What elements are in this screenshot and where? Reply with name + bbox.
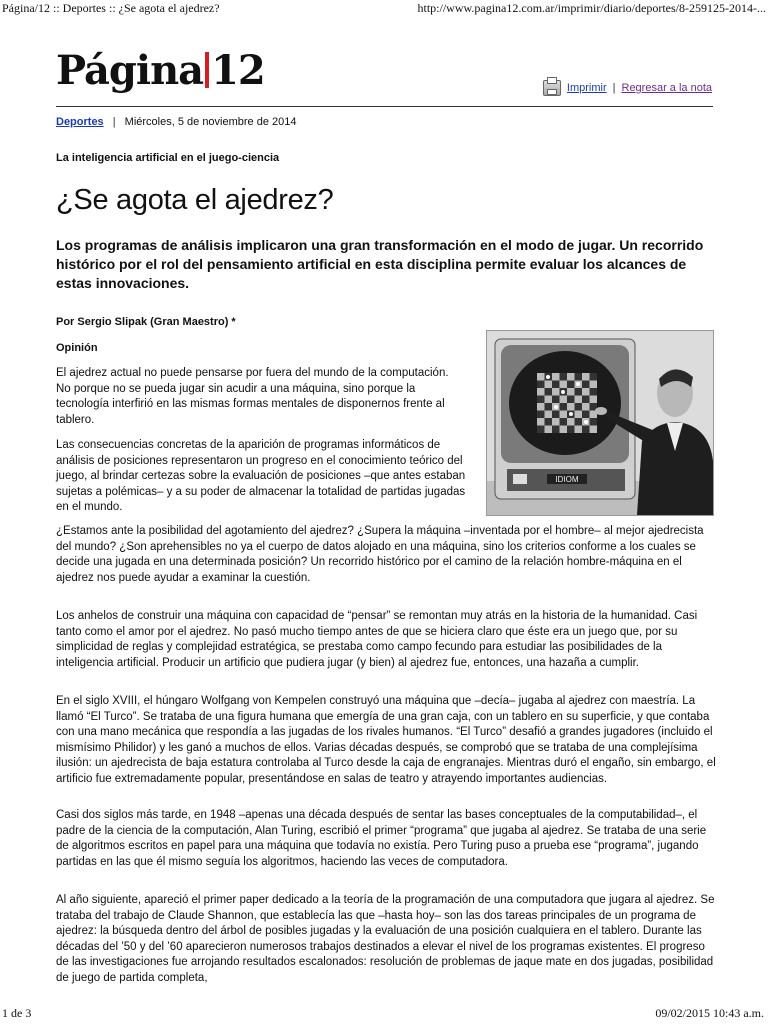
print-header xyxy=(0,0,768,16)
masthead xyxy=(56,46,265,96)
print-url: http://www.pagina12.com.ar/imprimir/diario/deportes/8-259125-2014-... xyxy=(417,1,766,15)
print-timestamp: 09/02/2015 10:43 a.m. xyxy=(655,1006,764,1020)
logo-bar xyxy=(205,52,209,88)
print-page-title: Página/12 :: Deportes :: ¿Se agota el ajedrez? xyxy=(2,1,220,15)
article-paragraph: En el siglo XVIII, el húngaro Wolfgang von Kempelen construyó una máquina que –decía– jugaba al ajedrez con maestría. La llamó “El Turco”. Se trataba de una figura humana que emergía de una gran caja, con un tablero en su superficie, y que contaba con una mano mecánica que respondía a las jugadas de los rivales humanos. “El Turco” desafió a grandes jugadores (incluido el mismísimo Philidor) y les ganó a muchos de ellos. Varias décadas después, se comprobó que se trataba de una complejísima ilusión: un ajedrecista de baja estatura controlaba al Turco desde la caja de engranajes. Mientras duró el engaño, sin embargo, el artificio fue extremadamente popular, presentándose en salas de teatro y atrayendo importantes audiencias. xyxy=(56,695,716,785)
print-page-indicator: 1 de 3 xyxy=(2,1006,32,1020)
article-tools xyxy=(543,80,712,96)
print-footer xyxy=(0,1006,768,1022)
article-photo xyxy=(486,330,714,516)
article-genre: Opinión xyxy=(56,342,98,354)
section-link[interactable]: Deportes xyxy=(56,116,104,128)
article-meta xyxy=(56,116,297,128)
monitor-brand-label: IDIOM xyxy=(555,475,579,484)
article-byline: Por Sergio Slipak (Gran Maestro) * xyxy=(56,316,236,328)
publish-date: Miércoles, 5 de noviembre de 2014 xyxy=(124,116,297,128)
chess-computer-photo xyxy=(487,331,713,515)
header-divider xyxy=(56,106,713,107)
meta-separator: | xyxy=(112,116,116,128)
article-lead: Los programas de análisis implicaron una gran transformación en el modo de jugar. Un recorrido histórico por el rol del pensamiento artificial en esta disciplina permite evaluar los alcances de estas innovaciones. xyxy=(56,237,704,291)
logo-text-left: Página xyxy=(56,47,204,94)
article-paragraph: Casi dos siglos más tarde, en 1948 –apenas una década después de sentar las bases conceptuales de la computabilidad–, el padre de la ciencia de la computación, Alan Turing, escribió el primer “programa” que jugaba al ajedrez. Se trataba de una serie de algoritmos escritos en papel para una máquina que todavía no existía. Pero Turing puso a prueba ese “programa”, jugando partidas en las que él mismo seguía los algoritmos, haciendo las veces de computadora. xyxy=(56,809,707,868)
back-to-article-link[interactable]: Regresar a la nota xyxy=(621,82,712,94)
article-paragraph: ¿Estamos ante la posibilidad del agotamiento del ajedrez? ¿Supera la máquina –inventada por el hombre– al mejor ajedrecista del mundo? ¿Son aprehensibles no ya el cuerpo de datos alojado en una máquina, sino los criterios conforme a los cuales se decide una jugada en una determinada posición? Un recorrido histórico por el camino de la relación hombre-máquina en el ajedrez nos puede ayudar a examinar la cuestión. xyxy=(56,525,704,584)
article-paragraph: Los anhelos de construir una máquina con capacidad de “pensar” se remontan muy atrás en la historia de la humanidad. Casi tanto como el amor por el ajedrez. No pasó mucho tiempo antes de que se hiciera claro que éste era un juego que, por su simplicidad de reglas y complejidad estratégica, se prestaba como campo fecundo para estudiar las posibilidades de la inteligencia artificial. Producir un artificio que pudiera jugar (y bien) al ajedrez fue, entonces, una hazaña a cumplir. xyxy=(56,610,698,669)
tools-separator: | xyxy=(612,82,616,94)
site-logo[interactable] xyxy=(56,46,265,96)
logo-text-right: 12 xyxy=(211,47,265,94)
print-link[interactable]: Imprimir xyxy=(566,82,607,94)
article-paragraph: El ajedrez actual no puede pensarse por fuera del mundo de la computación. No porque no se pueda jugar sin acudir a una máquina, sino porque la tecnología interfirió en las mismas formas mentales de disponernos frente al tablero. xyxy=(56,367,449,426)
article-title: ¿Se agota el ajedrez? xyxy=(56,184,334,216)
printer-icon[interactable] xyxy=(543,80,561,96)
article-kicker: La inteligencia artificial en el juego-ciencia xyxy=(56,152,280,164)
article-paragraph: Al año siguiente, apareció el primer paper dedicado a la teoría de la programación de una computadora que jugara al ajedrez. Se trataba del trabajo de Claude Shannon, que establecía las que –hasta hoy– son las dos tareas principales de un programa de ajedrez: la búsqueda dentro del árbol de posibles jugadas y la evaluación de una posición cualquiera en el tablero. Durante las décadas del ’50 y del ’60 aparecieron numerosos trabajos destinados a elevar el nivel de los programas existentes. El progreso de las investigaciones fue arrojando resultados escalonados: resolución de problemas de jaque mate en dos jugadas, posibilidad de juego de partida completa, xyxy=(56,894,715,984)
article-paragraph: Las consecuencias concretas de la aparición de programas informáticos de análisis de posiciones representaron un progreso en el conocimiento teórico del juego, al brindar certezas sobre la evaluación de posiciones –que antes estaban sujetas a polémicas– y a su poder de almacenar la totalidad de partidas jugadas en el mundo. xyxy=(56,439,466,513)
